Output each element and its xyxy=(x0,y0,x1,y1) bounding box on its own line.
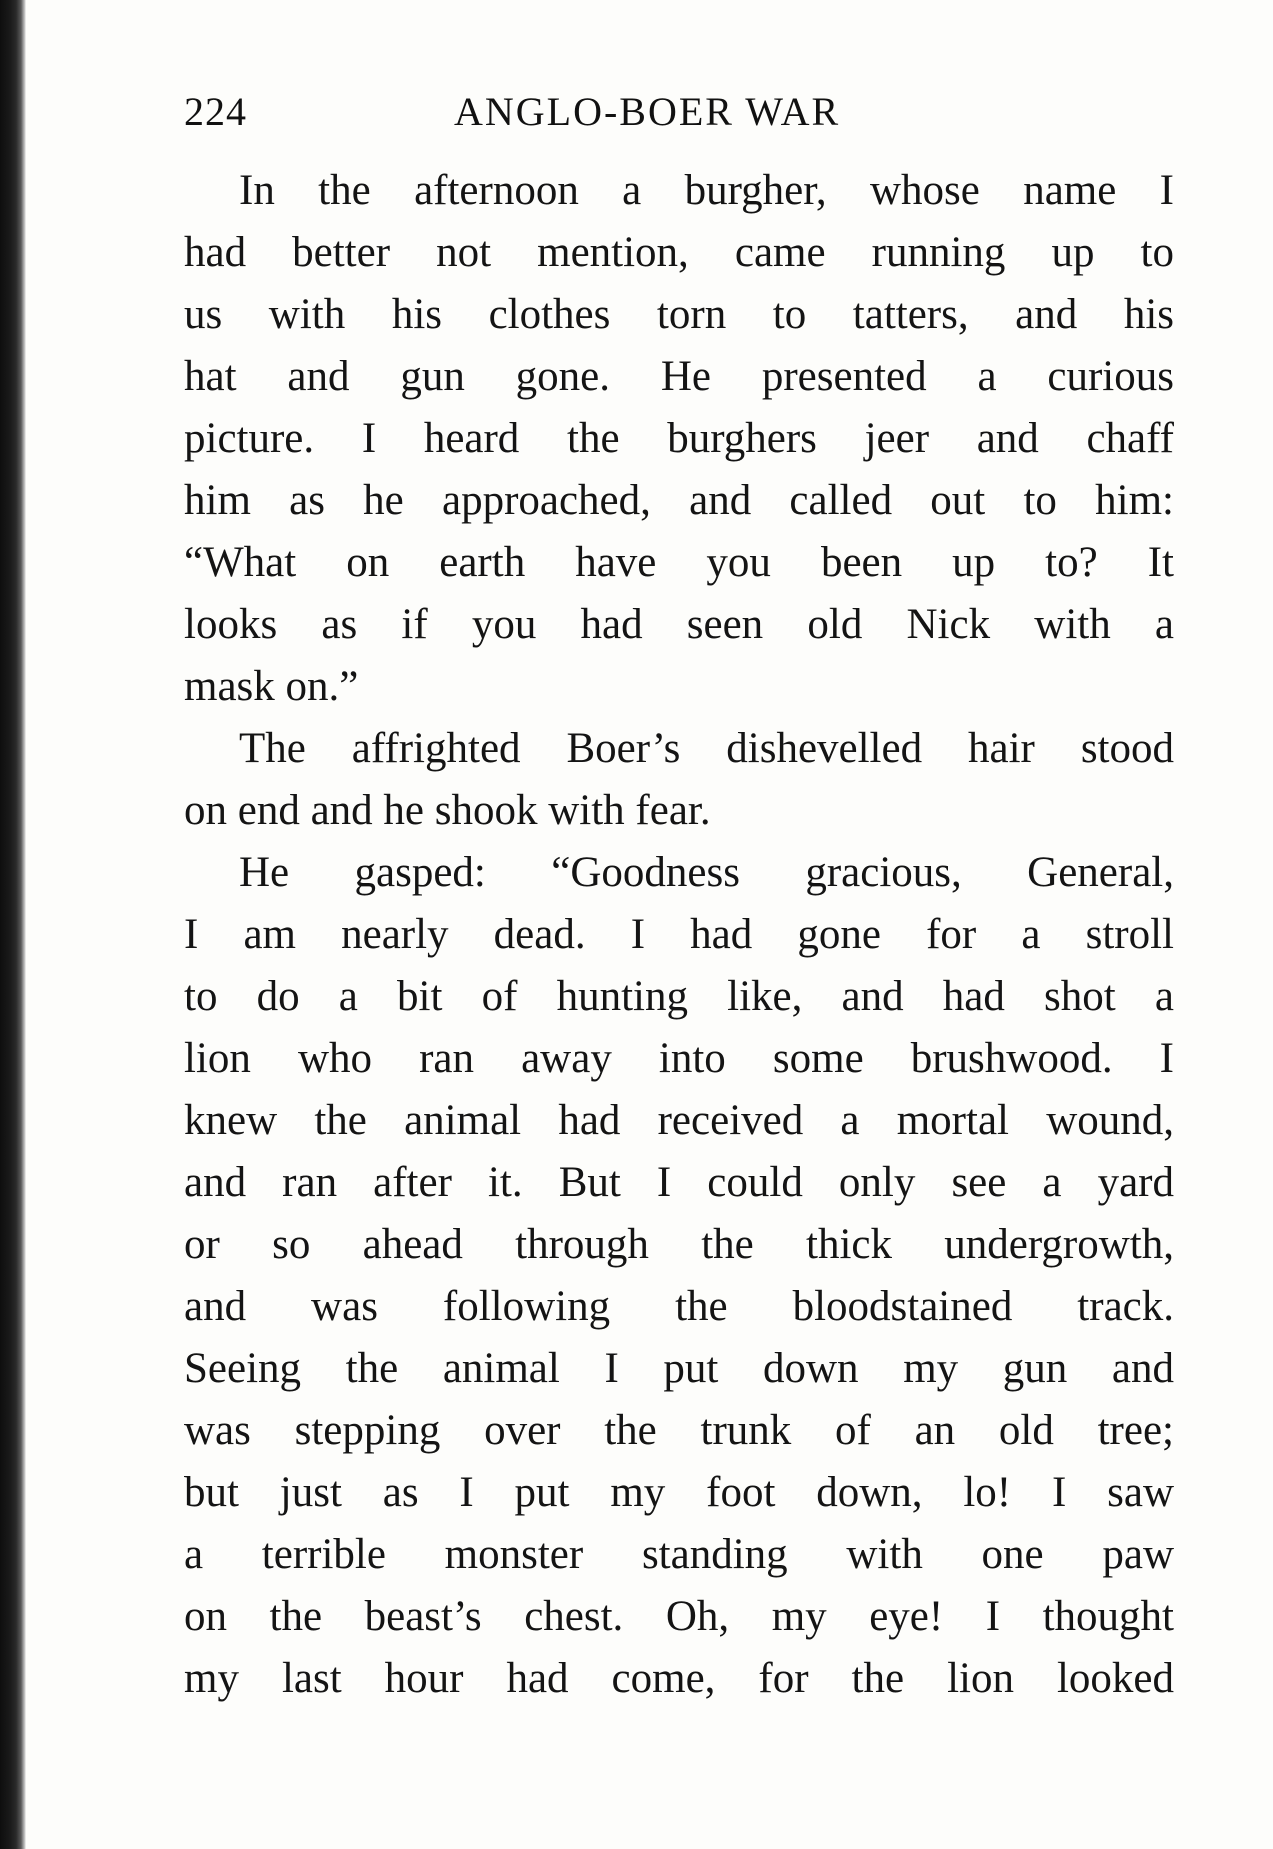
text-line: mask on.” xyxy=(184,663,359,710)
text-line: and was following the bloodstained track. xyxy=(184,1283,1174,1330)
running-head: ANGLO-BOER WAR xyxy=(454,89,841,134)
text-line: In the afternoon a burgher, whose name I xyxy=(239,167,1174,214)
text-line: but just as I put my foot down, lo! I saw xyxy=(184,1469,1174,1516)
text-line: us with his clothes torn to tatters, and his xyxy=(184,291,1174,338)
text-line: picture. I heard the burghers jeer and chaff xyxy=(184,415,1174,462)
text-line: to do a bit of hunting like, and had shot a xyxy=(184,973,1174,1020)
text-line: on the beast’s chest. Oh, my eye! I thought xyxy=(184,1593,1174,1640)
text-line: on end and he shook with fear. xyxy=(184,787,711,834)
text-line: looks as if you had seen old Nick with a xyxy=(184,601,1174,648)
text-line: He gasped: “Goodness gracious, General, xyxy=(239,849,1174,896)
text-line: lion who ran away into some brushwood. I xyxy=(184,1035,1174,1082)
text-line: or so ahead through the thick undergrowth, xyxy=(184,1221,1174,1268)
text-line: “What on earth have you been up to? It xyxy=(184,539,1174,586)
text-line: was stepping over the trunk of an old tree; xyxy=(184,1407,1174,1454)
text-line: knew the animal had received a mortal wound, xyxy=(184,1097,1174,1144)
text-line: I am nearly dead. I had gone for a stroll xyxy=(184,911,1174,958)
text-line: my last hour had come, for the lion looked xyxy=(184,1655,1174,1702)
text-line: The affrighted Boer’s dishevelled hair stood xyxy=(239,725,1174,772)
text-line: had better not mention, came running up to xyxy=(184,229,1174,276)
text-line: a terrible monster standing with one paw xyxy=(184,1531,1174,1578)
body-text xyxy=(184,160,1174,1710)
text-line: him as he approached, and called out to him: xyxy=(184,477,1174,524)
book-spine-shadow xyxy=(0,0,26,1849)
page-header xyxy=(184,88,1174,148)
text-line: hat and gun gone. He presented a curious xyxy=(184,353,1174,400)
text-line: Seeing the animal I put down my gun and xyxy=(184,1345,1174,1392)
page-number: 224 xyxy=(184,89,247,134)
text-line: and ran after it. But I could only see a yard xyxy=(184,1159,1174,1206)
